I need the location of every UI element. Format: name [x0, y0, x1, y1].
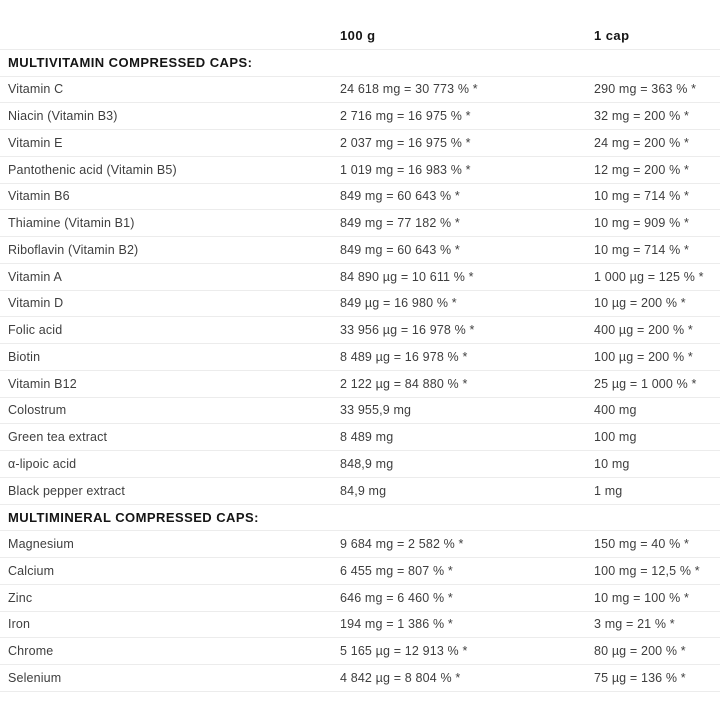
- value-per-1cap: 1 000 µg = 125 % *: [594, 269, 704, 284]
- table-row: [0, 130, 720, 157]
- nutrient-name: Riboflavin (Vitamin B2): [8, 242, 139, 257]
- table-row: [0, 317, 720, 344]
- value-per-1cap: 100 mg: [594, 430, 637, 445]
- nutrient-name: Calcium: [8, 563, 55, 578]
- table-row: [0, 558, 720, 585]
- value-per-1cap: 10 mg = 714 % *: [594, 189, 690, 204]
- table-row: [0, 237, 720, 264]
- nutrient-name: Magnesium: [8, 537, 74, 552]
- value-per-1cap: 24 mg = 200 % *: [594, 135, 690, 150]
- value-per-1cap: 12 mg = 200 % *: [594, 162, 690, 177]
- table-row: [0, 103, 720, 130]
- section-title: MULTIMINERAL COMPRESSED CAPS:: [8, 509, 259, 525]
- value-per-100g: 24 618 mg = 30 773 % *: [340, 82, 478, 97]
- table-row: [0, 398, 720, 425]
- table-row: [0, 157, 720, 184]
- value-per-1cap: 80 µg = 200 % *: [594, 644, 686, 659]
- table-row: [0, 585, 720, 612]
- nutrition-table: [0, 23, 720, 692]
- value-per-100g: 848,9 mg: [340, 456, 394, 471]
- value-per-100g: 194 mg = 1 386 % *: [340, 617, 453, 632]
- value-per-100g: 84 890 µg = 10 611 % *: [340, 269, 474, 284]
- value-per-100g: 2 716 mg = 16 975 % *: [340, 109, 471, 124]
- value-per-100g: 33 956 µg = 16 978 % *: [340, 323, 475, 338]
- value-per-100g: 8 489 µg = 16 978 % *: [340, 349, 468, 364]
- value-per-100g: 1 019 mg = 16 983 % *: [340, 162, 471, 177]
- value-per-100g: 849 mg = 60 643 % *: [340, 242, 460, 257]
- table-row: [0, 665, 720, 692]
- nutrient-name: Vitamin E: [8, 135, 63, 150]
- value-per-100g: 6 455 mg = 807 % *: [340, 563, 453, 578]
- value-per-1cap: 100 µg = 200 % *: [594, 349, 693, 364]
- value-per-1cap: 400 µg = 200 % *: [594, 323, 693, 338]
- table-row: [0, 424, 720, 451]
- nutrient-name: Vitamin B12: [8, 376, 77, 391]
- section-header-row: [0, 50, 720, 77]
- nutrient-name: Niacin (Vitamin B3): [8, 109, 118, 124]
- nutrient-name: Black pepper extract: [8, 483, 125, 498]
- nutrient-name: Green tea extract: [8, 430, 108, 445]
- nutrient-name: Zinc: [8, 590, 33, 605]
- column-header-1cap: 1 cap: [594, 28, 630, 44]
- value-per-1cap: 3 mg = 21 % *: [594, 617, 675, 632]
- value-per-1cap: 10 mg = 909 % *: [594, 216, 690, 231]
- nutrient-name: α-lipoic acid: [8, 456, 77, 471]
- value-per-100g: 2 037 mg = 16 975 % *: [340, 135, 471, 150]
- value-per-100g: 849 mg = 60 643 % *: [340, 189, 460, 204]
- column-header-row: [0, 23, 720, 50]
- value-per-100g: 84,9 mg: [340, 483, 387, 498]
- table-row: [0, 371, 720, 398]
- value-per-100g: 8 489 mg: [340, 430, 394, 445]
- nutrient-name: Vitamin A: [8, 269, 62, 284]
- table-row: [0, 264, 720, 291]
- table-row: [0, 531, 720, 558]
- value-per-1cap: 10 mg = 714 % *: [594, 242, 690, 257]
- value-per-100g: 33 955,9 mg: [340, 403, 412, 418]
- value-per-1cap: 150 mg = 40 % *: [594, 537, 690, 552]
- table-row: [0, 210, 720, 237]
- nutrient-name: Biotin: [8, 349, 41, 364]
- value-per-1cap: 32 mg = 200 % *: [594, 109, 690, 124]
- value-per-100g: 5 165 µg = 12 913 % *: [340, 644, 468, 659]
- table-row: [0, 291, 720, 318]
- nutrient-name: Chrome: [8, 644, 54, 659]
- value-per-1cap: 25 µg = 1 000 % *: [594, 376, 697, 391]
- value-per-1cap: 10 mg = 100 % *: [594, 590, 690, 605]
- table-row: [0, 344, 720, 371]
- nutrient-name: Vitamin B6: [8, 189, 70, 204]
- value-per-1cap: 1 mg: [594, 483, 623, 498]
- value-per-100g: 849 µg = 16 980 % *: [340, 296, 457, 311]
- nutrient-name: Vitamin D: [8, 296, 64, 311]
- nutrient-name: Selenium: [8, 670, 62, 685]
- nutrient-name: Pantothenic acid (Vitamin B5): [8, 162, 177, 177]
- section-header-row: [0, 505, 720, 532]
- value-per-1cap: 400 mg: [594, 403, 637, 418]
- column-header-100g: 100 g: [340, 28, 376, 44]
- table-row: [0, 612, 720, 639]
- table-row: [0, 478, 720, 505]
- nutrient-name: Folic acid: [8, 323, 63, 338]
- table-row: [0, 451, 720, 478]
- nutrient-name: Colostrum: [8, 403, 67, 418]
- value-per-1cap: 10 mg: [594, 456, 630, 471]
- value-per-100g: 646 mg = 6 460 % *: [340, 590, 453, 605]
- value-per-1cap: 100 mg = 12,5 % *: [594, 563, 700, 578]
- value-per-100g: 849 mg = 77 182 % *: [340, 216, 460, 231]
- table-row: [0, 184, 720, 211]
- table-body: [0, 50, 720, 692]
- nutrient-name: Thiamine (Vitamin B1): [8, 216, 135, 231]
- table-row: [0, 77, 720, 104]
- nutrient-name: Vitamin C: [8, 82, 64, 97]
- value-per-1cap: 75 µg = 136 % *: [594, 670, 686, 685]
- value-per-100g: 4 842 µg = 8 804 % *: [340, 670, 461, 685]
- section-title: MULTIVITAMIN COMPRESSED CAPS:: [8, 55, 253, 71]
- value-per-100g: 9 684 mg = 2 582 % *: [340, 537, 464, 552]
- value-per-100g: 2 122 µg = 84 880 % *: [340, 376, 468, 391]
- nutrient-name: Iron: [8, 617, 31, 632]
- value-per-1cap: 10 µg = 200 % *: [594, 296, 686, 311]
- value-per-1cap: 290 mg = 363 % *: [594, 82, 697, 97]
- table-row: [0, 638, 720, 665]
